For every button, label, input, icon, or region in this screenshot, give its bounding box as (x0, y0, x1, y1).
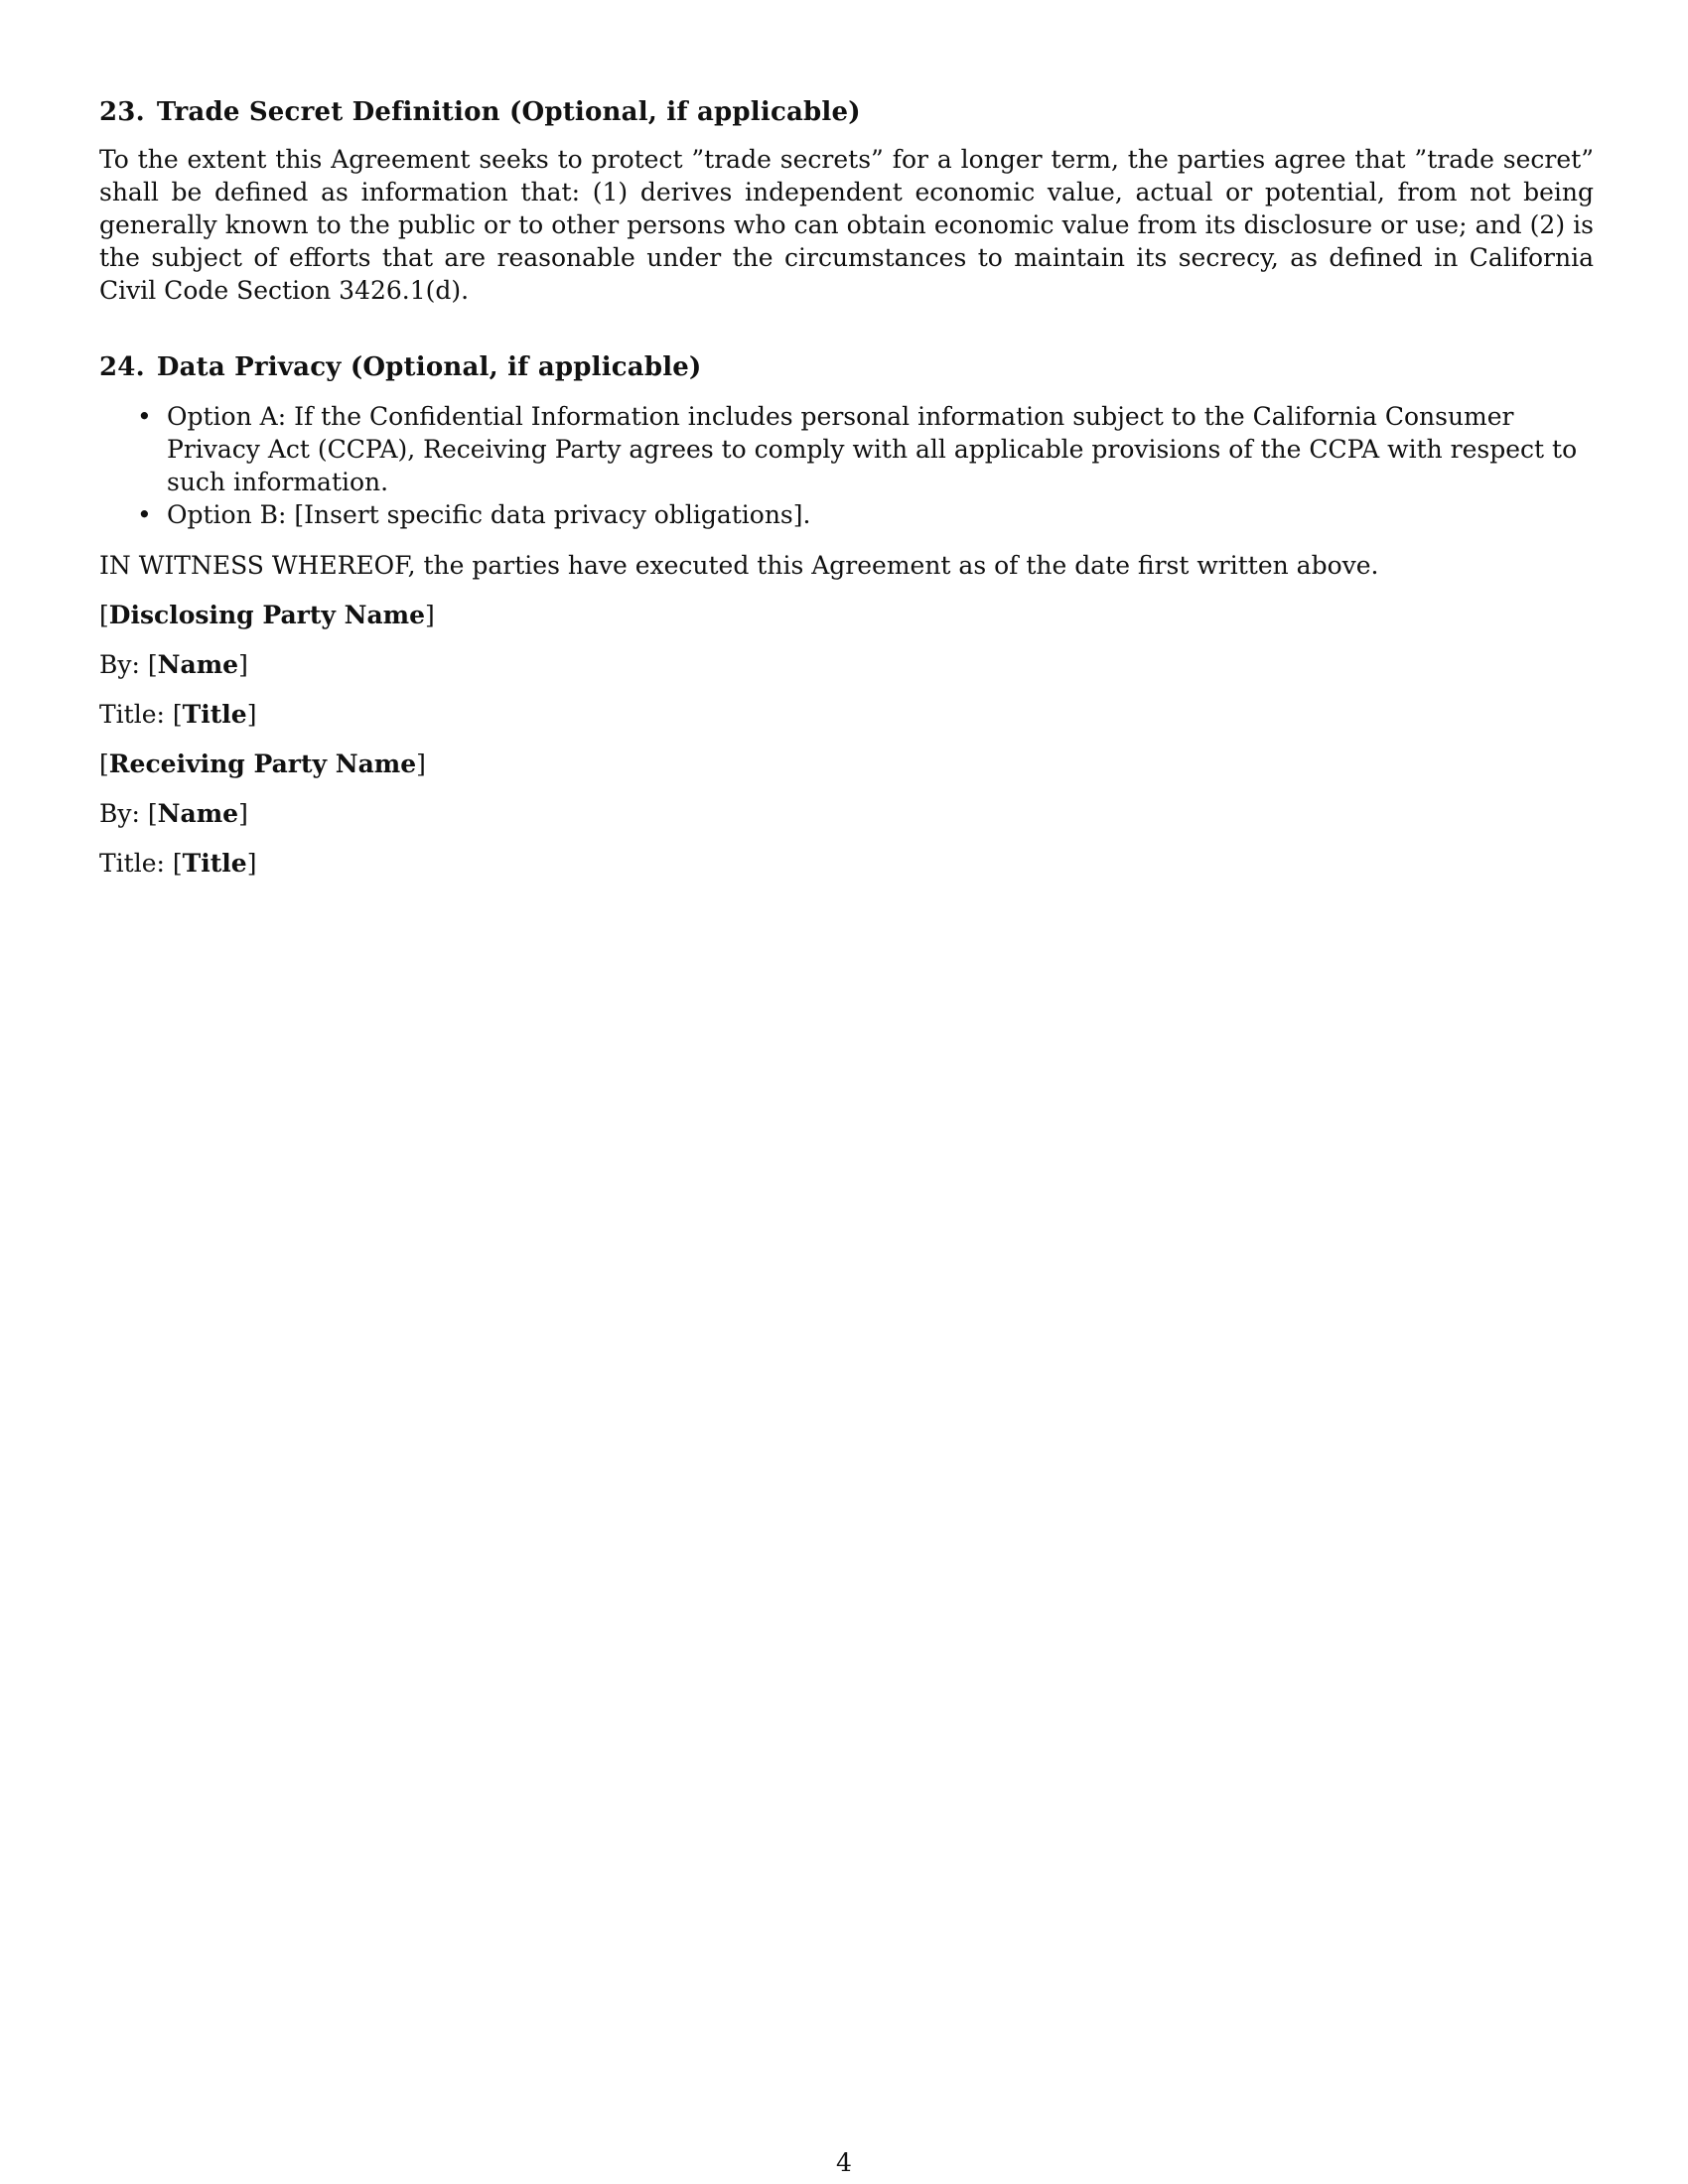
bracket-close: ] (416, 750, 426, 778)
section-title: Data Privacy (Optional, if applicable) (156, 352, 702, 382)
party-name-line (99, 748, 1594, 780)
section-24-heading (99, 350, 1594, 384)
list-item (99, 498, 1594, 531)
bracket-open: [ (172, 700, 183, 729)
bracket-open: [ (147, 799, 158, 828)
party-name: Receiving Party Name (108, 750, 417, 778)
by-label: By: (99, 799, 148, 828)
bracket-open: [ (99, 750, 109, 778)
bullet-icon: • (137, 500, 152, 529)
signer-title: Title (182, 700, 247, 729)
bracket-close: ] (246, 700, 257, 729)
bracket-close: ] (425, 601, 435, 629)
bullet-icon: • (137, 402, 152, 431)
signer-name: Name (157, 650, 239, 679)
bracket-open: [ (147, 650, 158, 679)
party-name: Disclosing Party Name (108, 601, 426, 629)
signer-name: Name (157, 799, 239, 828)
bracket-close: ] (238, 650, 248, 679)
title-line (99, 698, 1594, 731)
option-b-text: Option B: [Insert specific data privacy obligations]. (167, 500, 811, 529)
section-23-body: To the extent this Agreement seeks to protect ”trade secrets” for a longer term, the parties agree that ”trade secret” shall be defined as information that: (1) derives independent economic value, actual or potential, from not being generally known to the public or to other persons who can obtain economic value from its disclosure or use; and (2) is the subject of efforts that are reasonable under the circumstances to maintain its secrecy, as defined in California Civil Code Section 3426.1(d). (99, 145, 1594, 305)
by-line (99, 648, 1594, 681)
page-number: 4 (836, 2148, 852, 2177)
by-line (99, 797, 1594, 830)
document-page (99, 95, 1594, 880)
title-line (99, 847, 1594, 880)
section-number: 24. (99, 352, 145, 382)
receiving-party-signature-block (99, 748, 1594, 880)
bracket-close: ] (238, 799, 248, 828)
signer-title: Title (182, 849, 247, 878)
title-label: Title: (99, 700, 173, 729)
disclosing-party-signature-block (99, 599, 1594, 731)
bracket-open: [ (172, 849, 183, 878)
bracket-open: [ (99, 601, 109, 629)
by-label: By: (99, 650, 148, 679)
bracket-close: ] (246, 849, 257, 878)
witness-clause: IN WITNESS WHEREOF, the parties have executed this Agreement as of the date first written above. (99, 551, 1379, 580)
section-number: 23. (99, 97, 145, 127)
section-23-heading (99, 95, 1594, 129)
party-name-line (99, 599, 1594, 631)
title-label: Title: (99, 849, 173, 878)
option-a-text: Option A: If the Confidential Information includes personal information subject to the California Consumer Privacy Act (CCPA), Receiving Party agrees to comply with all applicable provisions of the CCPA with respect to such information. (167, 402, 1578, 496)
data-privacy-options (99, 400, 1594, 531)
section-title: Trade Secret Definition (Optional, if applicable) (156, 97, 861, 127)
list-item (99, 400, 1594, 498)
